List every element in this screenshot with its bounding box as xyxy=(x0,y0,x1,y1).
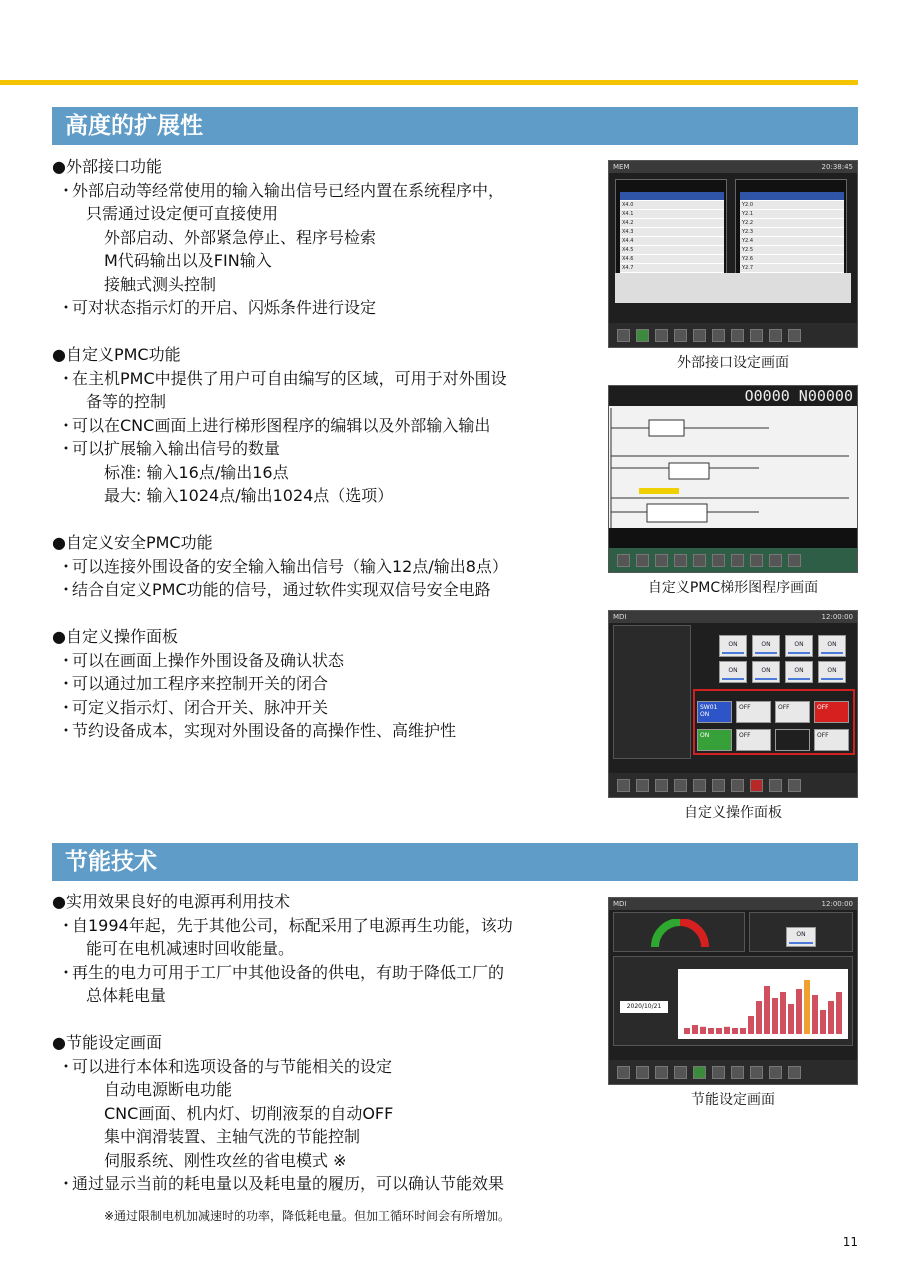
bullet-item: ・ 可以通过加工程序来控制开关的闭合 xyxy=(52,672,592,696)
bullet-item: ・ 可定义指示灯、闭合开关、脉冲开关 xyxy=(52,696,592,720)
soft-key[interactable] xyxy=(712,554,725,567)
switch-indicator xyxy=(755,652,777,654)
footnote: ※通过限制电机加减速时的功率，降低耗电量。但加工循环时间会有所增加。 xyxy=(104,1209,511,1223)
signal-address: X4.0 xyxy=(622,202,634,208)
signal-address: X4.1 xyxy=(622,211,634,217)
feature-block xyxy=(52,155,592,320)
custom-switch[interactable]: OFF xyxy=(814,729,849,751)
soft-key-bar xyxy=(609,1060,857,1084)
detail-line: 备等的控制 xyxy=(86,392,167,411)
feature-block xyxy=(52,625,592,743)
soft-key[interactable] xyxy=(636,554,649,567)
history-bar xyxy=(748,1016,754,1034)
feature-block xyxy=(52,890,592,1008)
detail-line: CNC画面、机内灯、切削液泵的自动OFF xyxy=(104,1103,394,1123)
detail-line: 总体耗电量 xyxy=(86,986,167,1005)
feature-heading: ● 节能设定画面 xyxy=(52,1031,592,1055)
custom-switch[interactable]: ON xyxy=(697,729,732,751)
soft-key[interactable] xyxy=(617,329,630,342)
energy-mode-button[interactable]: ON xyxy=(786,927,816,947)
soft-key[interactable] xyxy=(750,779,763,792)
detail-line: 最大: 输入1024点/输出1024点（选项） xyxy=(104,486,394,505)
top-accent-bar xyxy=(0,80,858,85)
soft-key[interactable] xyxy=(731,329,744,342)
signal-address: X4.7 xyxy=(622,265,634,271)
table-header xyxy=(620,192,724,201)
history-bar xyxy=(684,1028,690,1034)
soft-key[interactable] xyxy=(674,1066,687,1079)
history-bar xyxy=(732,1028,738,1034)
soft-key[interactable] xyxy=(788,329,801,342)
table-row[interactable] xyxy=(740,264,844,273)
signal-address: Y2.4 xyxy=(742,238,754,244)
detail-line: 只需通过设定便可直接使用 xyxy=(86,204,279,223)
screenshot-custom-panel xyxy=(608,610,858,798)
soft-key[interactable] xyxy=(731,779,744,792)
switch-label: ON xyxy=(794,667,804,674)
history-date[interactable]: 2020/10/21 xyxy=(620,1001,668,1013)
detail-line: 标准: 输入16点/输出16点 xyxy=(104,462,289,482)
history-bar xyxy=(716,1028,722,1034)
output-signal-table xyxy=(740,192,844,273)
input-signal-table xyxy=(620,192,724,273)
program-switch-button[interactable] xyxy=(818,661,846,683)
soft-key[interactable] xyxy=(693,554,706,567)
history-bar xyxy=(796,989,802,1034)
bullet-item: ・ 再生的电力可用于工厂中其他设备的供电，有助于降低工厂的 xyxy=(52,961,592,985)
table-row[interactable] xyxy=(740,246,844,255)
history-bar xyxy=(804,980,810,1034)
signal-address: Y2.0 xyxy=(742,202,754,208)
soft-key[interactable] xyxy=(769,554,782,567)
soft-key[interactable] xyxy=(750,554,763,567)
feature-heading: ● 自定义操作面板 xyxy=(52,625,592,649)
detail-line: 外部启动、外部紧急停止、程序号检索 xyxy=(104,227,377,247)
switch-indicator xyxy=(788,678,810,680)
history-bar xyxy=(692,1025,698,1034)
table-row[interactable] xyxy=(620,210,724,219)
soft-key[interactable] xyxy=(788,1066,801,1079)
soft-key[interactable] xyxy=(712,329,725,342)
program-switch-button[interactable] xyxy=(719,661,747,683)
bullet-item: ・ 可以连接外围设备的安全输入输出信号（输入12点/输出8点） xyxy=(52,555,592,579)
feature-block xyxy=(52,531,592,602)
bullet-item: ・ 在主机PMC中提供了用户可自由编写的区域，可用于对外围设 xyxy=(52,367,592,391)
history-bar xyxy=(756,1001,762,1034)
feature-block xyxy=(52,1031,592,1196)
soft-key[interactable] xyxy=(769,1066,782,1079)
table-row[interactable] xyxy=(740,237,844,246)
history-bar xyxy=(740,1028,746,1034)
soft-key[interactable] xyxy=(617,554,630,567)
soft-key-bar xyxy=(609,323,857,347)
switch-label: ON xyxy=(761,667,771,674)
section2-text xyxy=(52,890,592,1225)
feature-heading: ● 外部接口功能 xyxy=(52,155,592,179)
switch-indicator xyxy=(821,678,843,680)
power-gauge xyxy=(650,919,710,949)
soft-key[interactable] xyxy=(693,1066,706,1079)
table-row[interactable] xyxy=(620,219,724,228)
detail-line: M代码输出以及FIN输入 xyxy=(104,251,272,270)
feature-heading: ● 自定义PMC功能 xyxy=(52,343,592,367)
detail-line: 伺服系统、刚性攻丝的省电模式 ※ xyxy=(104,1150,347,1170)
soft-key[interactable] xyxy=(617,779,630,792)
bullet-item: ・ 可以进行本体和选项设备的与节能相关的设定 xyxy=(52,1055,592,1079)
custom-switch[interactable] xyxy=(775,729,810,751)
soft-key[interactable] xyxy=(655,554,668,567)
caption-external-interface: 外部接口设定画面 xyxy=(677,355,789,371)
detail-line: 接触式测头控制 xyxy=(104,274,217,294)
consumption-history-chart xyxy=(678,969,848,1039)
detail-line: 自动电源断电功能 xyxy=(104,1080,233,1099)
switch-indicator xyxy=(788,652,810,654)
feature-block xyxy=(52,343,592,508)
table-row[interactable] xyxy=(620,264,724,273)
switch-label: ON xyxy=(827,667,837,674)
section-title-expandability: 高度的扩展性 xyxy=(52,107,858,145)
caption-custom-panel: 自定义操作面板 xyxy=(684,805,782,821)
program-counter: O0000 N00000 xyxy=(609,386,857,406)
switch-indicator xyxy=(722,652,744,654)
soft-key[interactable] xyxy=(788,554,801,567)
signal-address: Y2.1 xyxy=(742,211,754,217)
output-signal-panel xyxy=(735,179,847,279)
switch-label: ON xyxy=(827,641,837,648)
signal-address: Y2.3 xyxy=(742,229,754,235)
soft-key-bar xyxy=(609,773,857,797)
soft-key[interactable] xyxy=(769,779,782,792)
history-bar xyxy=(772,998,778,1034)
history-bar xyxy=(780,992,786,1034)
bullet-item: ・ 可以在画面上操作外围设备及确认状态 xyxy=(52,649,592,673)
switch-label: ON xyxy=(728,667,738,674)
screenshot-ladder-program xyxy=(608,385,858,573)
program-switch-button[interactable] xyxy=(719,635,747,657)
bullet-item: ・ 通过显示当前的耗电量以及耗电量的履历，可以确认节能效果 xyxy=(52,1172,592,1196)
page-number: 11 xyxy=(842,1235,858,1249)
screenshot-energy-saving xyxy=(608,897,858,1085)
switch-indicator xyxy=(755,678,777,680)
bullet-item: ・ 外部启动等经常使用的输入输出信号已经内置在系统程序中， xyxy=(52,179,592,203)
signal-address: Y2.5 xyxy=(742,247,754,253)
soft-key[interactable] xyxy=(655,779,668,792)
soft-key[interactable] xyxy=(674,329,687,342)
soft-key[interactable] xyxy=(750,1066,763,1079)
table-row[interactable] xyxy=(740,255,844,264)
bullet-item: ・ 可以扩展输入输出信号的数量 xyxy=(52,437,592,461)
program-switch-button[interactable] xyxy=(752,635,780,657)
custom-switch[interactable]: OFF xyxy=(736,701,771,723)
feature-heading: ● 实用效果良好的电源再利用技术 xyxy=(52,890,592,914)
table-row[interactable] xyxy=(620,255,724,264)
soft-key[interactable] xyxy=(636,329,649,342)
custom-switch[interactable]: OFF xyxy=(736,729,771,751)
soft-key[interactable] xyxy=(712,779,725,792)
custom-operation-panel xyxy=(693,689,855,755)
program-switch-button[interactable] xyxy=(752,661,780,683)
table-row[interactable] xyxy=(620,237,724,246)
custom-switch[interactable]: OFF xyxy=(814,701,849,723)
table-row[interactable] xyxy=(740,219,844,228)
consumption-history-panel xyxy=(613,956,853,1046)
soft-key[interactable] xyxy=(731,1066,744,1079)
table-row[interactable] xyxy=(620,246,724,255)
screenshot-external-interface xyxy=(608,160,858,348)
switch-label: ON xyxy=(794,641,804,648)
caption-ladder-program: 自定义PMC梯形图程序画面 xyxy=(647,580,819,596)
signal-address: Y2.2 xyxy=(742,220,754,226)
table-row[interactable] xyxy=(740,210,844,219)
signal-address: X4.4 xyxy=(622,238,634,244)
soft-key[interactable] xyxy=(636,1066,649,1079)
history-bar xyxy=(828,1001,834,1034)
signal-address: X4.5 xyxy=(622,247,634,253)
signal-address: X4.2 xyxy=(622,220,634,226)
table-row[interactable] xyxy=(740,228,844,237)
soft-key[interactable] xyxy=(655,1066,668,1079)
switch-indicator xyxy=(722,678,744,680)
bullet-item: ・ 结合自定义PMC功能的信号，通过软件实现双信号安全电路 xyxy=(52,578,592,602)
switch-label: ON xyxy=(728,641,738,648)
soft-key[interactable] xyxy=(693,779,706,792)
ladder-edit-area xyxy=(609,528,857,550)
table-row[interactable] xyxy=(620,201,724,210)
soft-key[interactable] xyxy=(788,779,801,792)
soft-key[interactable] xyxy=(617,1066,630,1079)
program-switch-grid xyxy=(719,635,853,685)
machine-operation-list xyxy=(613,625,691,759)
signal-bit-strip xyxy=(615,273,851,303)
soft-key[interactable] xyxy=(636,779,649,792)
ladder-diagram xyxy=(609,408,858,528)
program-switch-button[interactable] xyxy=(785,635,813,657)
caption-energy-saving: 节能设定画面 xyxy=(691,1092,775,1108)
input-signal-panel xyxy=(615,179,727,279)
table-row[interactable] xyxy=(740,201,844,210)
soft-key[interactable] xyxy=(674,554,687,567)
program-switch-button[interactable] xyxy=(818,635,846,657)
switch-label: ON xyxy=(761,641,771,648)
program-switch-button[interactable] xyxy=(785,661,813,683)
section-title-energy-saving: 节能技术 xyxy=(52,843,858,881)
power-gauge-panel xyxy=(613,912,745,952)
soft-key[interactable] xyxy=(731,554,744,567)
soft-key-bar xyxy=(609,548,857,572)
screen-status-bar: MDI 12:00:00 xyxy=(609,611,857,623)
soft-key[interactable] xyxy=(750,329,763,342)
history-bar xyxy=(708,1028,714,1034)
energy-mode-panel xyxy=(749,912,853,952)
feature-heading: ● 自定义安全PMC功能 xyxy=(52,531,592,555)
history-bar xyxy=(764,986,770,1034)
detail-line: 能可在电机减速时回收能量。 xyxy=(86,939,295,958)
custom-switch[interactable]: SW01 ON xyxy=(697,701,732,723)
screen-status-bar: MDI 12:00:00 xyxy=(609,898,857,910)
table-header xyxy=(740,192,844,201)
history-bar xyxy=(812,995,818,1034)
history-bar xyxy=(788,1004,794,1034)
history-bar xyxy=(700,1027,706,1034)
signal-address: X4.3 xyxy=(622,229,634,235)
soft-key[interactable] xyxy=(712,1066,725,1079)
switch-indicator xyxy=(821,652,843,654)
history-bar xyxy=(820,1010,826,1034)
bullet-item: ・ 可对状态指示灯的开启、闪烁条件进行设定 xyxy=(52,296,592,320)
detail-line: 集中润滑装置、主轴气洗的节能控制 xyxy=(104,1127,361,1146)
soft-key[interactable] xyxy=(693,329,706,342)
signal-address: X4.6 xyxy=(622,256,634,262)
table-row[interactable] xyxy=(620,228,724,237)
soft-key[interactable] xyxy=(655,329,668,342)
bullet-item: ・ 可以在CNC画面上进行梯形图程序的编辑以及外部输入输出 xyxy=(52,414,592,438)
soft-key[interactable] xyxy=(674,779,687,792)
history-bar xyxy=(836,992,842,1034)
screen-status-bar: MEM 20:38:45 xyxy=(609,161,857,173)
history-bar xyxy=(724,1027,730,1034)
custom-switch[interactable]: OFF xyxy=(775,701,810,723)
bullet-item: ・ 自1994年起，先于其他公司，标配采用了电源再生功能，该功 xyxy=(52,914,592,938)
custom-switch-grid xyxy=(697,701,851,753)
bullet-item: ・ 节约设备成本，实现对外围设备的高操作性、高维护性 xyxy=(52,719,592,743)
signal-address: Y2.6 xyxy=(742,256,754,262)
signal-address: Y2.7 xyxy=(742,265,754,271)
soft-key[interactable] xyxy=(769,329,782,342)
section1-text xyxy=(52,155,592,766)
